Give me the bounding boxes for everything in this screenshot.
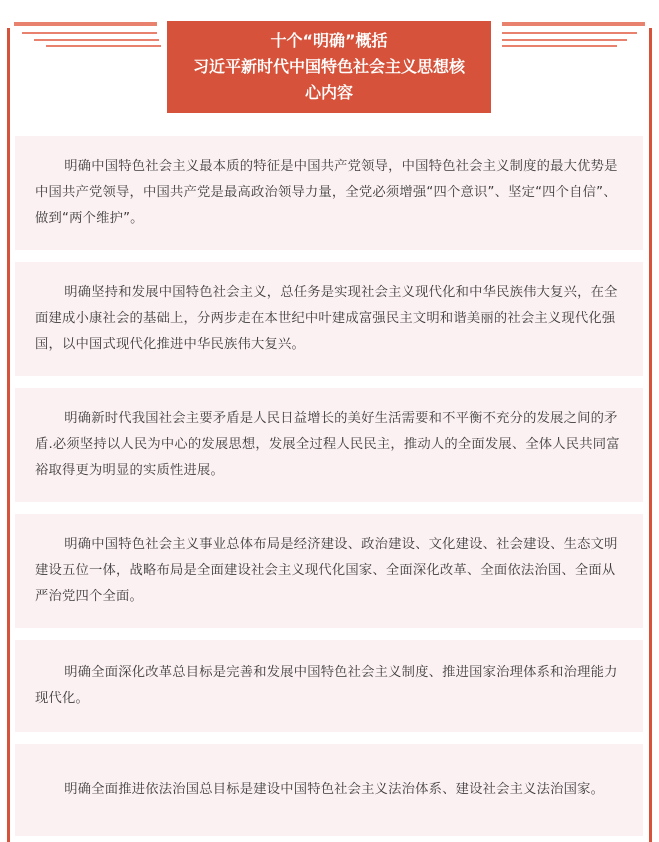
content-card-5: [15, 640, 643, 732]
content-card-6: [15, 744, 643, 836]
card-text: 明确中国特色社会主义事业总体布局是经济建设、政治建设、文化建设、社会建设、生态文明建设五位一体，战略布局是全面建设社会主义现代化国家、全面深化改革、全面依法治国、全面从严治党四个全面。: [35, 537, 618, 604]
title-line-1: 十个“明确”概括: [270, 31, 388, 50]
content-card-4: [15, 514, 643, 628]
title-banner: [167, 21, 491, 113]
content-card-3: [15, 388, 643, 502]
card-text: 明确全面推进依法治国总目标是建设中国特色社会主义法治体系、建设社会主义法治国家。: [64, 782, 605, 797]
left-border-line: [7, 28, 10, 842]
title-line-3: 心内容: [304, 83, 353, 102]
content-card-1: [15, 136, 643, 250]
title-line-2: 习近平新时代中国特色社会主义思想核: [192, 57, 465, 76]
right-border-line: [649, 28, 652, 842]
card-text: 明确全面深化改革总目标是完善和发展中国特色社会主义制度、推进国家治理体系和治理能力现代化。: [35, 665, 618, 706]
card-text: 明确坚持和发展中国特色社会主义，总任务是实现社会主义现代化和中华民族伟大复兴，在全面建成小康社会的基础上，分两步走在本世纪中叶建成富强民主文明和谐美丽的社会主义现代化强国，以中国式现代化推进中华民族伟大复兴。: [35, 285, 618, 352]
content-card-2: [15, 262, 643, 376]
card-text: 明确新时代我国社会主要矛盾是人民日益增长的美好生活需要和不平衡不充分的发展之间的矛盾.必须坚持以人民为中心的发展思想，发展全过程人民民主，推动人的全面发展、全体人民共同富裕取得更为明显的实质性进展。: [35, 411, 620, 478]
card-text: 明确中国特色社会主义最本质的特征是中国共产党领导，中国特色社会主义制度的最大优势是中国共产党领导，中国共产党是最高政治领导力量，全党必须增强“四个意识”、坚定“四个自信”、做到“两个维护”。: [35, 159, 618, 226]
